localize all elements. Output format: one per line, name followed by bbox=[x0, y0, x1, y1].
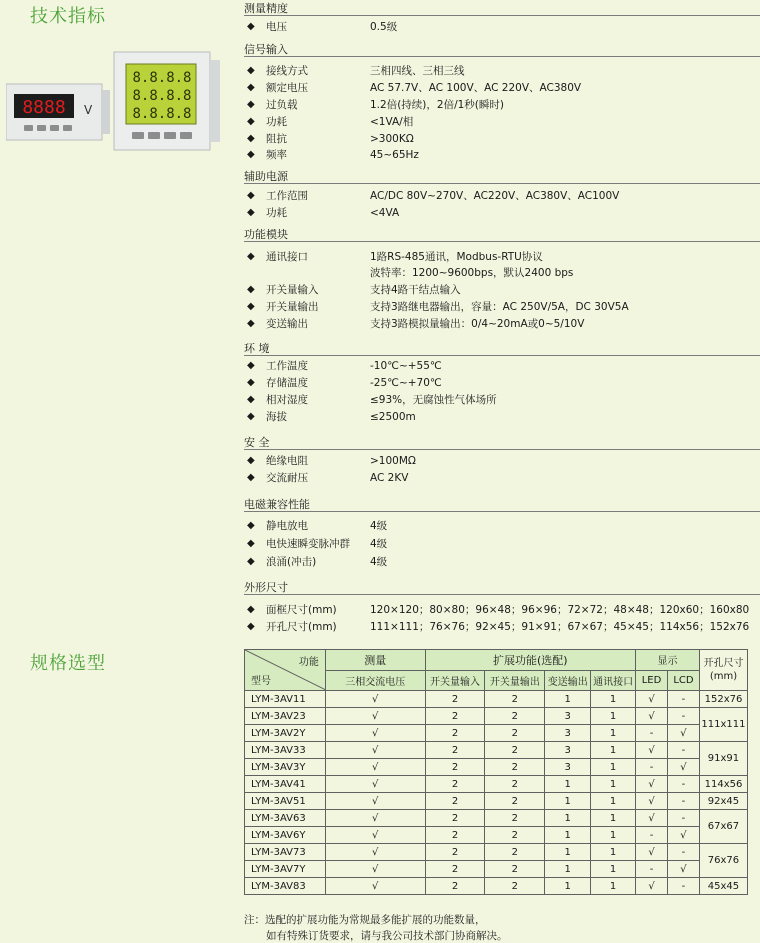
table-corner-cell bbox=[245, 650, 326, 691]
bullet-icon: ◆ bbox=[247, 455, 255, 466]
table-row bbox=[245, 725, 748, 742]
spec-key: 功耗 bbox=[266, 116, 287, 128]
table-cell: 1 bbox=[545, 844, 591, 861]
subheader-comm: 通讯接口 bbox=[591, 670, 636, 691]
table-cell: 2 bbox=[485, 691, 545, 708]
small-meter-unit: V bbox=[84, 103, 93, 117]
table-cell: 3 bbox=[545, 742, 591, 759]
table-cell: √ bbox=[636, 844, 668, 861]
table-cell: 2 bbox=[485, 742, 545, 759]
subheader-ao: 变送输出 bbox=[545, 670, 591, 691]
note-line-2: 如有特殊订货要求，请与我公司技术部门协商解决。 bbox=[266, 930, 508, 942]
large-meter-line-2: 8.8.8.8 bbox=[132, 88, 192, 104]
spec-key: 电压 bbox=[266, 21, 287, 33]
table-cell: √ bbox=[325, 793, 425, 810]
note-line-1: 注：选配的扩展功能为常规最多能扩展的功能数量， bbox=[244, 914, 486, 926]
table-cell: 2 bbox=[425, 759, 485, 776]
table-cell: 3 bbox=[545, 708, 591, 725]
bullet-icon: ◆ bbox=[247, 360, 255, 371]
table-cell: √ bbox=[325, 844, 425, 861]
section-title: 安 全 bbox=[244, 434, 760, 450]
bullet-icon: ◆ bbox=[247, 190, 255, 201]
bullet-icon: ◆ bbox=[247, 251, 255, 262]
table-cell: 1 bbox=[591, 827, 636, 844]
table-cell: 2 bbox=[425, 708, 485, 725]
table-cell: √ bbox=[325, 708, 425, 725]
model-cell: LYM-3AV83 bbox=[245, 878, 326, 895]
table-cell: 2 bbox=[425, 793, 485, 810]
table-cell: 2 bbox=[425, 810, 485, 827]
table-row bbox=[245, 759, 748, 776]
table-cell: 1 bbox=[591, 725, 636, 742]
table-cell: 1 bbox=[591, 742, 636, 759]
table-cell: - bbox=[668, 793, 700, 810]
table-cell: √ bbox=[325, 810, 425, 827]
section-title: 信号输入 bbox=[244, 41, 760, 57]
spec-value: AC/DC 80V~270V、AC220V、AC380V、AC100V bbox=[370, 190, 620, 202]
table-cell: - bbox=[668, 878, 700, 895]
spec-value: -10℃~+55℃ bbox=[370, 360, 442, 372]
table-cell: 2 bbox=[425, 844, 485, 861]
table-cell: √ bbox=[325, 742, 425, 759]
table-cell: √ bbox=[636, 708, 668, 725]
table-cell: 1 bbox=[545, 691, 591, 708]
model-cell: LYM-3AV23 bbox=[245, 708, 326, 725]
model-cell: LYM-3AV51 bbox=[245, 793, 326, 810]
cutout-cell: 45x45 bbox=[699, 878, 747, 895]
bullet-icon: ◆ bbox=[247, 520, 255, 531]
table-cell: 1 bbox=[591, 861, 636, 878]
table-cell: 2 bbox=[425, 691, 485, 708]
table-cell: √ bbox=[668, 759, 700, 776]
table-cell: - bbox=[668, 810, 700, 827]
table-cell: - bbox=[668, 742, 700, 759]
bullet-icon: ◆ bbox=[247, 116, 255, 127]
selection-table bbox=[244, 649, 748, 895]
bullet-icon: ◆ bbox=[247, 556, 255, 567]
spec-value: -25℃~+70℃ bbox=[370, 377, 442, 389]
spec-value: >100MΩ bbox=[370, 455, 416, 467]
bullet-icon: ◆ bbox=[247, 207, 255, 218]
spec-key: 开关量输出 bbox=[266, 301, 319, 313]
section-title: 电磁兼容性能 bbox=[244, 496, 760, 512]
table-cell: 2 bbox=[485, 861, 545, 878]
table-cell: 2 bbox=[485, 844, 545, 861]
table-cell: - bbox=[636, 827, 668, 844]
table-cell: 2 bbox=[425, 861, 485, 878]
cutout-cell: 152x76 bbox=[699, 691, 747, 708]
table-cell: 1 bbox=[545, 810, 591, 827]
bullet-icon: ◆ bbox=[247, 318, 255, 329]
spec-key: 接线方式 bbox=[266, 65, 308, 77]
table-cell: √ bbox=[325, 878, 425, 895]
cutout-cell: 67x67 bbox=[699, 810, 747, 844]
model-cell: LYM-3AV2Y bbox=[245, 725, 326, 742]
corner-bottom-label: 型号 bbox=[251, 676, 271, 687]
table-row bbox=[245, 844, 748, 861]
table-cell: √ bbox=[636, 742, 668, 759]
table-cell: 1 bbox=[591, 810, 636, 827]
spec-key: 相对湿度 bbox=[266, 394, 308, 406]
subheader-di: 开关量输入 bbox=[425, 670, 485, 691]
model-cell: LYM-3AV63 bbox=[245, 810, 326, 827]
spec-key: 开孔尺寸(mm) bbox=[266, 621, 337, 633]
spec-value: >300KΩ bbox=[370, 133, 414, 145]
table-cell: 2 bbox=[425, 776, 485, 793]
spec-value: 支持3路继电器输出，容量：AC 250V/5A，DC 30V5A bbox=[370, 301, 629, 313]
bullet-icon: ◆ bbox=[247, 21, 255, 32]
spec-value: 4级 bbox=[370, 556, 388, 568]
bullet-icon: ◆ bbox=[247, 394, 255, 405]
spec-key: 额定电压 bbox=[266, 82, 308, 94]
model-cell: LYM-3AV11 bbox=[245, 691, 326, 708]
large-meter-line-1: 8.8.8.8 bbox=[132, 70, 192, 86]
spec-key: 静电放电 bbox=[266, 520, 308, 532]
model-cell: LYM-3AV7Y bbox=[245, 861, 326, 878]
table-cell: 1 bbox=[545, 878, 591, 895]
large-meter-image bbox=[112, 50, 222, 152]
spec-value: 1.2倍(持续)，2倍/1秒(瞬时) bbox=[370, 99, 504, 111]
spec-value: <4VA bbox=[370, 207, 400, 219]
model-cell: LYM-3AV41 bbox=[245, 776, 326, 793]
spec-key: 工作温度 bbox=[266, 360, 308, 372]
table-cell: 2 bbox=[485, 878, 545, 895]
spec-key: 功耗 bbox=[266, 207, 287, 219]
table-cell: 1 bbox=[591, 878, 636, 895]
table-cell: 2 bbox=[485, 827, 545, 844]
spec-key: 过负载 bbox=[266, 99, 298, 111]
spec-value: AC 2KV bbox=[370, 472, 409, 484]
table-cell: - bbox=[668, 776, 700, 793]
bullet-icon: ◆ bbox=[247, 99, 255, 110]
table-row bbox=[245, 827, 748, 844]
table-cell: - bbox=[636, 725, 668, 742]
spec-value: ≤2500m bbox=[370, 411, 416, 423]
table-row bbox=[245, 878, 748, 895]
cutout-cell: 92x45 bbox=[699, 793, 747, 810]
table-cell: 1 bbox=[591, 793, 636, 810]
table-cell: 2 bbox=[425, 878, 485, 895]
table-cell: 2 bbox=[425, 725, 485, 742]
table-cell: 2 bbox=[425, 827, 485, 844]
bullet-icon: ◆ bbox=[247, 82, 255, 93]
spec-value: 三相四线、三相三线 bbox=[370, 65, 465, 77]
subheader-do: 开关量输出 bbox=[485, 670, 545, 691]
bullet-icon: ◆ bbox=[247, 301, 255, 312]
model-cell: LYM-3AV3Y bbox=[245, 759, 326, 776]
spec-key: 绝缘电阻 bbox=[266, 455, 308, 467]
spec-key: 面框尺寸(mm) bbox=[266, 604, 337, 616]
spec-heading: 规格选型 bbox=[30, 653, 106, 674]
table-cell: 2 bbox=[425, 742, 485, 759]
bullet-icon: ◆ bbox=[247, 411, 255, 422]
bullet-icon: ◆ bbox=[247, 472, 255, 483]
spec-key: 阻抗 bbox=[266, 133, 287, 145]
table-cell: 2 bbox=[485, 759, 545, 776]
table-cell: √ bbox=[668, 861, 700, 878]
group-cutout: 开孔尺寸 (mm) bbox=[699, 650, 747, 691]
section-title: 辅助电源 bbox=[244, 168, 760, 184]
large-meter-line-3: 8.8.8.8 bbox=[132, 106, 192, 122]
table-cell: 1 bbox=[591, 759, 636, 776]
spec-key: 浪涌(冲击) bbox=[266, 556, 317, 568]
bullet-icon: ◆ bbox=[247, 377, 255, 388]
spec-value: <1VA/相 bbox=[370, 116, 414, 128]
spec-value: 45~65Hz bbox=[370, 149, 419, 161]
bullet-icon: ◆ bbox=[247, 65, 255, 76]
section-title: 外形尺寸 bbox=[244, 579, 760, 595]
spec-value: ≤93%，无腐蚀性气体场所 bbox=[370, 394, 497, 406]
bullet-icon: ◆ bbox=[247, 538, 255, 549]
table-cell: √ bbox=[325, 776, 425, 793]
spec-value: 0.5级 bbox=[370, 21, 398, 33]
table-cell: - bbox=[668, 844, 700, 861]
bullet-icon: ◆ bbox=[247, 621, 255, 632]
table-cell: 1 bbox=[591, 776, 636, 793]
model-cell: LYM-3AV6Y bbox=[245, 827, 326, 844]
table-cell: - bbox=[636, 861, 668, 878]
table-cell: 3 bbox=[545, 725, 591, 742]
table-cell: √ bbox=[325, 725, 425, 742]
bullet-icon: ◆ bbox=[247, 284, 255, 295]
table-cell: 1 bbox=[591, 691, 636, 708]
table-cell: 1 bbox=[591, 844, 636, 861]
section-title: 环 境 bbox=[244, 340, 760, 356]
group-display: 显示 bbox=[636, 650, 700, 671]
table-cell: - bbox=[668, 708, 700, 725]
section-title: 测量精度 bbox=[244, 0, 760, 16]
group-measure: 测量 bbox=[325, 650, 425, 671]
corner-top-label: 功能 bbox=[298, 657, 319, 668]
table-cell: √ bbox=[325, 691, 425, 708]
table-cell: 1 bbox=[591, 708, 636, 725]
table-cell: √ bbox=[636, 793, 668, 810]
spec-value: 4级 bbox=[370, 538, 388, 550]
bullet-icon: ◆ bbox=[247, 149, 255, 160]
table-row bbox=[245, 742, 748, 759]
subheader-voltage: 三相交流电压 bbox=[325, 670, 425, 691]
table-cell: 1 bbox=[545, 776, 591, 793]
spec-value: AC 57.7V、AC 100V、AC 220V、AC380V bbox=[370, 82, 582, 94]
section-title: 功能模块 bbox=[244, 226, 760, 242]
table-row bbox=[245, 708, 748, 725]
spec-key: 频率 bbox=[266, 149, 287, 161]
cutout-cell: 111x111 bbox=[699, 708, 747, 742]
spec-value: 支持3路模拟量输出：0/4~20mA或0~5/10V bbox=[370, 318, 585, 330]
model-cell: LYM-3AV73 bbox=[245, 844, 326, 861]
table-cell: 2 bbox=[485, 776, 545, 793]
table-cell: √ bbox=[325, 759, 425, 776]
table-row bbox=[245, 810, 748, 827]
spec-key: 通讯接口 bbox=[266, 251, 308, 263]
table-row bbox=[245, 776, 748, 793]
table-cell: √ bbox=[636, 691, 668, 708]
table-cell: 2 bbox=[485, 810, 545, 827]
table-row bbox=[245, 691, 748, 708]
table-row bbox=[245, 793, 748, 810]
model-cell: LYM-3AV33 bbox=[245, 742, 326, 759]
subheader-lcd: LCD bbox=[668, 670, 700, 691]
table-row bbox=[245, 861, 748, 878]
cutout-cell: 114x56 bbox=[699, 776, 747, 793]
table-cell: √ bbox=[325, 827, 425, 844]
spec-value: 波特率：1200~9600bps，默认2400 bps bbox=[370, 267, 574, 279]
table-cell: 2 bbox=[485, 725, 545, 742]
table-cell: - bbox=[636, 759, 668, 776]
bullet-icon: ◆ bbox=[247, 133, 255, 144]
tech-heading: 技术指标 bbox=[30, 6, 106, 27]
spec-value: 4级 bbox=[370, 520, 388, 532]
table-cell: √ bbox=[668, 827, 700, 844]
table-cell: 1 bbox=[545, 793, 591, 810]
cutout-cell: 91x91 bbox=[699, 742, 747, 776]
table-cell: 2 bbox=[485, 708, 545, 725]
table-cell: 1 bbox=[545, 861, 591, 878]
table-cell: - bbox=[668, 691, 700, 708]
spec-key: 电快速瞬变脉冲群 bbox=[266, 538, 350, 550]
small-meter-image bbox=[6, 80, 110, 142]
spec-key: 变送输出 bbox=[266, 318, 308, 330]
table-cell: 3 bbox=[545, 759, 591, 776]
spec-value: 120×120；80×80；96×48；96×96；72×72；48×48；120x60；160x80 bbox=[370, 604, 750, 616]
small-meter-digits: 8888 bbox=[22, 97, 66, 118]
bullet-icon: ◆ bbox=[247, 604, 255, 615]
table-cell: 1 bbox=[545, 827, 591, 844]
spec-value: 支持4路干结点输入 bbox=[370, 284, 461, 296]
spec-key: 工作范围 bbox=[266, 190, 308, 202]
table-cell: √ bbox=[636, 810, 668, 827]
cutout-cell: 76x76 bbox=[699, 844, 747, 878]
table-cell: √ bbox=[636, 878, 668, 895]
subheader-led: LED bbox=[636, 670, 668, 691]
spec-key: 存储温度 bbox=[266, 377, 308, 389]
spec-key: 开关量输入 bbox=[266, 284, 319, 296]
spec-key: 交流耐压 bbox=[266, 472, 308, 484]
group-extension: 扩展功能(选配) bbox=[425, 650, 635, 671]
spec-value: 111×111；76×76；92×45；91×91；67×67；45×45；114x56；152x76 bbox=[370, 621, 750, 633]
table-cell: √ bbox=[325, 861, 425, 878]
table-cell: 2 bbox=[485, 793, 545, 810]
spec-value: 1路RS-485通讯，Modbus-RTU协议 bbox=[370, 251, 543, 263]
spec-key: 海拔 bbox=[266, 411, 287, 423]
table-cell: √ bbox=[636, 776, 668, 793]
table-cell: √ bbox=[668, 725, 700, 742]
